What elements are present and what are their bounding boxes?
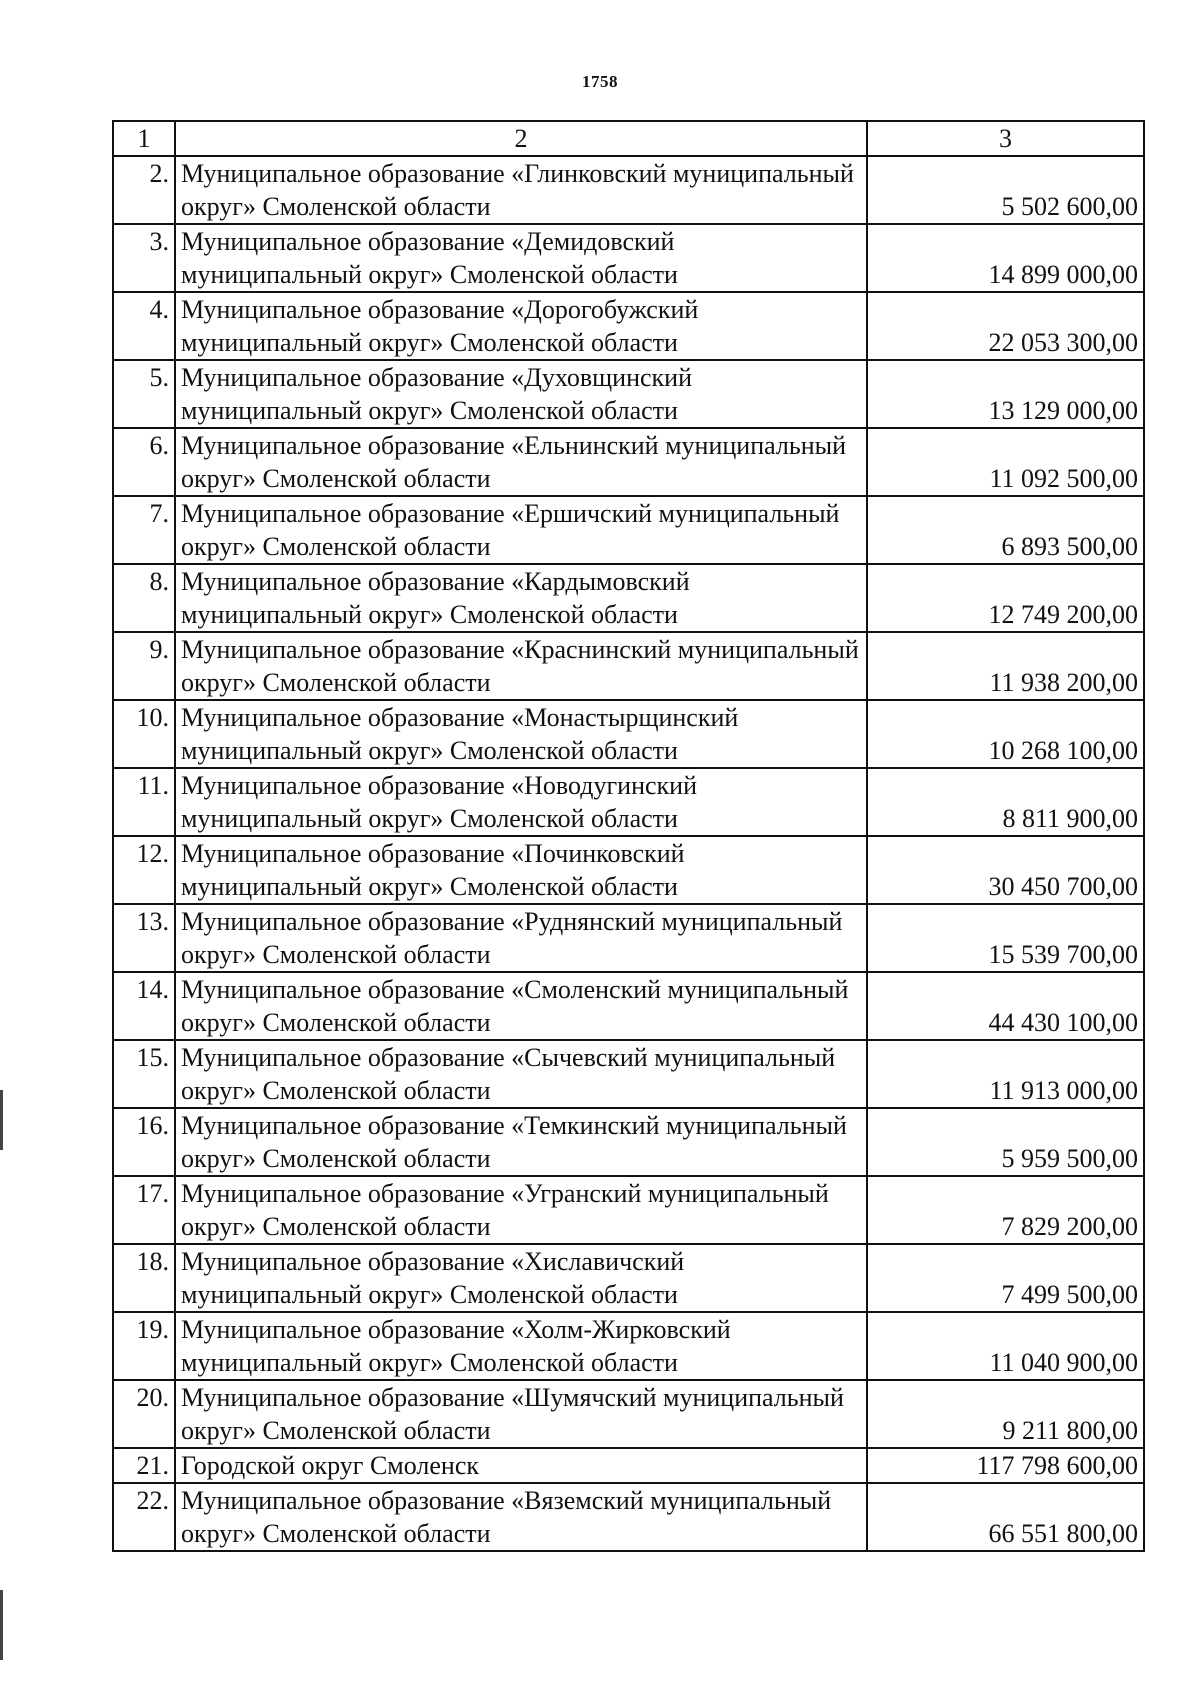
allocation-amount: 9 211 800,00 bbox=[867, 1380, 1144, 1448]
allocation-amount: 44 430 100,00 bbox=[867, 972, 1144, 1040]
municipality-name: Городской округ Смоленск bbox=[175, 1448, 867, 1483]
row-number: 5. bbox=[113, 360, 175, 428]
allocation-amount: 22 053 300,00 bbox=[867, 292, 1144, 360]
municipality-name: Муниципальное образование «Вяземский муниципальный округ» Смоленской области bbox=[175, 1483, 867, 1551]
table-row bbox=[113, 564, 1144, 632]
scan-edge-line bbox=[0, 1090, 3, 1150]
allocation-amount: 11 092 500,00 bbox=[867, 428, 1144, 496]
row-number: 3. bbox=[113, 224, 175, 292]
municipality-name: Муниципальное образование «Демидовский муниципальный округ» Смоленской области bbox=[175, 224, 867, 292]
table-row bbox=[113, 224, 1144, 292]
allocation-amount: 14 899 000,00 bbox=[867, 224, 1144, 292]
table-row bbox=[113, 1108, 1144, 1176]
table-row bbox=[113, 156, 1144, 224]
table-row bbox=[113, 632, 1144, 700]
municipality-name: Муниципальное образование «Хиславичский муниципальный округ» Смоленской области bbox=[175, 1244, 867, 1312]
municipality-name: Муниципальное образование «Шумячский муниципальный округ» Смоленской области bbox=[175, 1380, 867, 1448]
row-number: 2. bbox=[113, 156, 175, 224]
allocation-amount: 117 798 600,00 bbox=[867, 1448, 1144, 1483]
table-row bbox=[113, 1448, 1144, 1483]
allocation-amount: 7 499 500,00 bbox=[867, 1244, 1144, 1312]
allocation-amount: 5 959 500,00 bbox=[867, 1108, 1144, 1176]
municipality-name: Муниципальное образование «Новодугинский муниципальный округ» Смоленской области bbox=[175, 768, 867, 836]
table-row bbox=[113, 360, 1144, 428]
municipality-name: Муниципальное образование «Ельнинский муниципальный округ» Смоленской области bbox=[175, 428, 867, 496]
table-row bbox=[113, 904, 1144, 972]
scan-edge-line bbox=[0, 1590, 3, 1660]
allocation-amount: 5 502 600,00 bbox=[867, 156, 1144, 224]
allocation-amount: 30 450 700,00 bbox=[867, 836, 1144, 904]
table-row bbox=[113, 836, 1144, 904]
table-row bbox=[113, 428, 1144, 496]
allocation-amount: 8 811 900,00 bbox=[867, 768, 1144, 836]
allocation-amount: 66 551 800,00 bbox=[867, 1483, 1144, 1551]
budget-allocation-table bbox=[112, 120, 1145, 1552]
table-row bbox=[113, 1483, 1144, 1551]
allocation-amount: 15 539 700,00 bbox=[867, 904, 1144, 972]
row-number: 7. bbox=[113, 496, 175, 564]
table-row bbox=[113, 1244, 1144, 1312]
table-row bbox=[113, 292, 1144, 360]
row-number: 12. bbox=[113, 836, 175, 904]
row-number: 19. bbox=[113, 1312, 175, 1380]
allocation-amount: 10 268 100,00 bbox=[867, 700, 1144, 768]
row-number: 18. bbox=[113, 1244, 175, 1312]
row-number: 8. bbox=[113, 564, 175, 632]
row-number: 9. bbox=[113, 632, 175, 700]
column-header-3: 3 bbox=[867, 121, 1144, 156]
municipality-name: Муниципальное образование «Краснинский муниципальный округ» Смоленской области bbox=[175, 632, 867, 700]
allocation-amount: 12 749 200,00 bbox=[867, 564, 1144, 632]
municipality-name: Муниципальное образование «Глинковский муниципальный округ» Смоленской области bbox=[175, 156, 867, 224]
table-row bbox=[113, 1040, 1144, 1108]
municipality-name: Муниципальное образование «Монастырщинский муниципальный округ» Смоленской области bbox=[175, 700, 867, 768]
municipality-name: Муниципальное образование «Дорогобужский муниципальный округ» Смоленской области bbox=[175, 292, 867, 360]
row-number: 4. bbox=[113, 292, 175, 360]
municipality-name: Муниципальное образование «Холм-Жирковский муниципальный округ» Смоленской области bbox=[175, 1312, 867, 1380]
municipality-name: Муниципальное образование «Сычевский муниципальный округ» Смоленской области bbox=[175, 1040, 867, 1108]
allocation-amount: 6 893 500,00 bbox=[867, 496, 1144, 564]
row-number: 16. bbox=[113, 1108, 175, 1176]
table-row bbox=[113, 1176, 1144, 1244]
table-row bbox=[113, 496, 1144, 564]
row-number: 22. bbox=[113, 1483, 175, 1551]
table-row bbox=[113, 1312, 1144, 1380]
table-header-row bbox=[113, 121, 1144, 156]
municipality-name: Муниципальное образование «Смоленский муниципальный округ» Смоленской области bbox=[175, 972, 867, 1040]
row-number: 20. bbox=[113, 1380, 175, 1448]
allocation-amount: 11 913 000,00 bbox=[867, 1040, 1144, 1108]
row-number: 14. bbox=[113, 972, 175, 1040]
allocation-amount: 11 040 900,00 bbox=[867, 1312, 1144, 1380]
municipality-name: Муниципальное образование «Ершичский муниципальный округ» Смоленской области bbox=[175, 496, 867, 564]
municipality-name: Муниципальное образование «Угранский муниципальный округ» Смоленской области bbox=[175, 1176, 867, 1244]
municipality-name: Муниципальное образование «Духовщинский муниципальный округ» Смоленской области bbox=[175, 360, 867, 428]
row-number: 11. bbox=[113, 768, 175, 836]
row-number: 15. bbox=[113, 1040, 175, 1108]
table-row bbox=[113, 768, 1144, 836]
allocation-amount: 7 829 200,00 bbox=[867, 1176, 1144, 1244]
table-row bbox=[113, 972, 1144, 1040]
column-header-2: 2 bbox=[175, 121, 867, 156]
municipality-name: Муниципальное образование «Починковский муниципальный округ» Смоленской области bbox=[175, 836, 867, 904]
row-number: 13. bbox=[113, 904, 175, 972]
row-number: 21. bbox=[113, 1448, 175, 1483]
page-number: 1758 bbox=[582, 72, 618, 91]
municipality-name: Муниципальное образование «Темкинский муниципальный округ» Смоленской области bbox=[175, 1108, 867, 1176]
allocation-amount: 13 129 000,00 bbox=[867, 360, 1144, 428]
allocation-amount: 11 938 200,00 bbox=[867, 632, 1144, 700]
table-row bbox=[113, 1380, 1144, 1448]
table-row bbox=[113, 700, 1144, 768]
row-number: 10. bbox=[113, 700, 175, 768]
row-number: 6. bbox=[113, 428, 175, 496]
municipality-name: Муниципальное образование «Кардымовский муниципальный округ» Смоленской области bbox=[175, 564, 867, 632]
row-number: 17. bbox=[113, 1176, 175, 1244]
municipality-name: Муниципальное образование «Руднянский муниципальный округ» Смоленской области bbox=[175, 904, 867, 972]
column-header-1: 1 bbox=[113, 121, 175, 156]
